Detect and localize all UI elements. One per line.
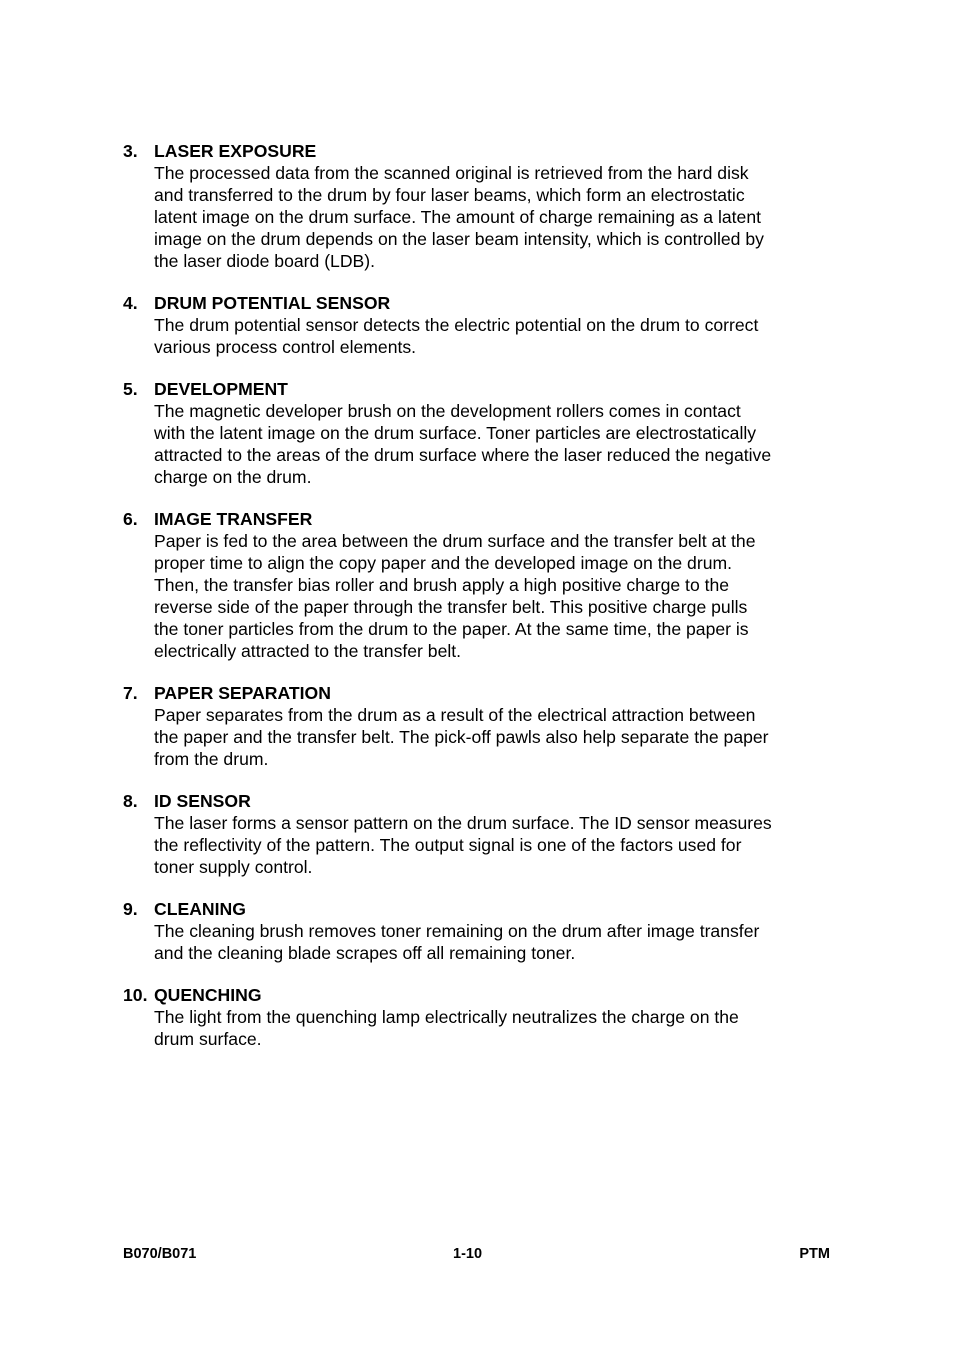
section-text [154, 812, 843, 878]
text-line: The drum potential sensor detects the electric potential on the drum to correct [154, 315, 759, 335]
footer-model-number: B070/B071 [123, 1246, 197, 1262]
section-laser-exposure [123, 140, 843, 272]
section-heading: PAPER SEPARATION [154, 683, 331, 703]
section-heading: ID SENSOR [154, 791, 251, 811]
section-text [154, 314, 843, 358]
section-text [154, 920, 843, 964]
text-line: latent image on the drum surface. The amount of charge remaining as a latent [154, 207, 762, 227]
section-body [154, 790, 843, 878]
section-number: 9. [123, 899, 138, 919]
section-number: 8. [123, 791, 138, 811]
section-body [154, 682, 843, 770]
text-line: The magnetic developer brush on the development rollers comes in contact [154, 401, 741, 421]
section-number: 4. [123, 293, 138, 313]
footer-page-number: 1-10 [453, 1246, 483, 1262]
text-line: attracted to the areas of the drum surface where the laser reduced the negative [154, 445, 772, 465]
text-line: charge on the drum. [154, 467, 312, 487]
text-line: the paper and the transfer belt. The pick-off pawls also help separate the paper [154, 727, 769, 747]
section-text [154, 162, 843, 272]
page-footer [123, 1246, 830, 1266]
section-heading: LASER EXPOSURE [154, 141, 317, 161]
section-cleaning [123, 898, 843, 964]
text-line: The light from the quenching lamp electrically neutralizes the charge on the [154, 1007, 739, 1027]
text-line: Paper separates from the drum as a result of the electrical attraction between [154, 705, 756, 725]
section-body [154, 378, 843, 488]
text-line: The cleaning brush removes toner remaining on the drum after image transfer [154, 921, 760, 941]
section-heading: IMAGE TRANSFER [154, 509, 313, 529]
text-line: and transferred to the drum by four laser beams, which form an electrostatic [154, 185, 745, 205]
text-line: proper time to align the copy paper and the developed image on the drum. [154, 553, 733, 573]
section-body [154, 984, 843, 1050]
footer-section-code: PTM [799, 1246, 830, 1262]
section-text [154, 1006, 843, 1050]
text-line: toner supply control. [154, 857, 313, 877]
text-line: The processed data from the scanned original is retrieved from the hard disk [154, 163, 749, 183]
text-line: and the cleaning blade scrapes off all remaining toner. [154, 943, 576, 963]
text-line: the reflectivity of the pattern. The output signal is one of the factors used for [154, 835, 742, 855]
section-body [154, 508, 843, 662]
section-text [154, 704, 843, 770]
section-quenching [123, 984, 843, 1050]
section-image-transfer [123, 508, 843, 662]
text-line: various process control elements. [154, 337, 417, 357]
text-line: image on the drum depends on the laser beam intensity, which is controlled by [154, 229, 764, 249]
section-body [154, 292, 843, 358]
text-line: from the drum. [154, 749, 269, 769]
section-development [123, 378, 843, 488]
text-line: Then, the transfer bias roller and brush apply a high positive charge to the [154, 575, 730, 595]
text-line: drum surface. [154, 1029, 262, 1049]
section-heading: QUENCHING [154, 985, 262, 1005]
text-line: reverse side of the paper through the transfer belt. This positive charge pulls [154, 597, 748, 617]
section-id-sensor [123, 790, 843, 878]
section-paper-separation [123, 682, 843, 770]
section-body [154, 898, 843, 964]
section-number: 10. [123, 985, 148, 1005]
text-line: electrically attracted to the transfer belt. [154, 641, 462, 661]
document-body [123, 140, 843, 1070]
section-number: 7. [123, 683, 138, 703]
section-number: 3. [123, 141, 138, 161]
text-line: with the latent image on the drum surface. Toner particles are electrostatically [154, 423, 757, 443]
text-line: The laser forms a sensor pattern on the drum surface. The ID sensor measures [154, 813, 772, 833]
section-number: 5. [123, 379, 138, 399]
section-text [154, 400, 843, 488]
section-drum-potential-sensor [123, 292, 843, 358]
section-number: 6. [123, 509, 138, 529]
section-heading: DEVELOPMENT [154, 379, 288, 399]
section-body [154, 140, 843, 272]
text-line: Paper is fed to the area between the drum surface and the transfer belt at the [154, 531, 756, 551]
section-heading: CLEANING [154, 899, 246, 919]
text-line: the toner particles from the drum to the paper. At the same time, the paper is [154, 619, 749, 639]
text-line: the laser diode board (LDB). [154, 251, 376, 271]
section-heading: DRUM POTENTIAL SENSOR [154, 293, 391, 313]
section-text [154, 530, 843, 662]
